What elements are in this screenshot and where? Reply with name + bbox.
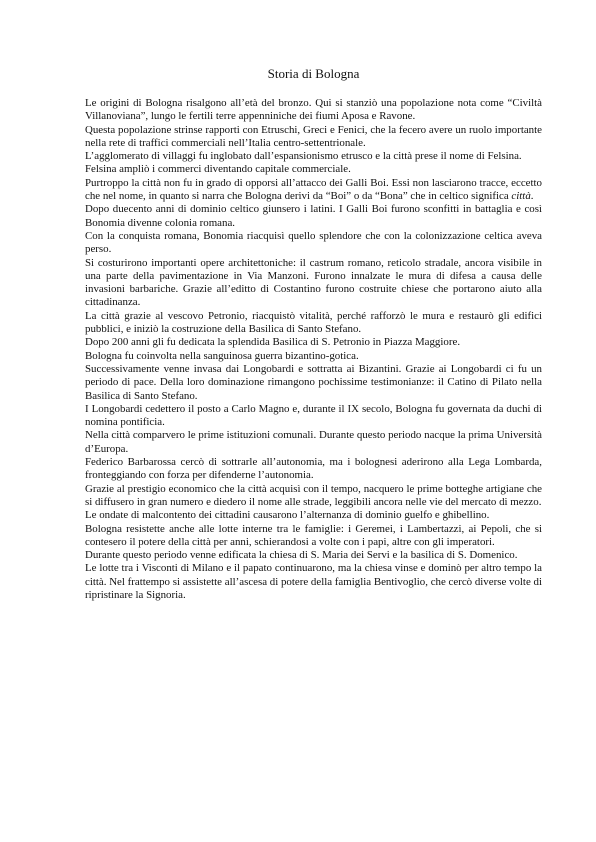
document-page [85,66,542,602]
paragraph [85,163,542,176]
paragraph [85,203,542,230]
paragraph [85,562,542,602]
paragraph-text: Con la conquista romana, Bonomia riacquisì quello splendore che con la colonizzazione celtica aveva perso. [85,229,542,256]
paragraph-text: Bologna resistette anche alle lotte interne tra le famiglie: i Geremei, i Lambertazzi, ai Pepoli, che si contesero il potere della città per anni, schierandosi a volte con i papi, altre con gli imperatori. [85,522,542,548]
paragraph-text: Durante questo periodo venne edificata la chiesa di S. Maria dei Servi e la basilica di S. Domenico. [85,549,518,562]
paragraph-text: Le ondate di malcontento dei cittadini causarono l’alternanza di dominio guelfo e ghibellino. [85,509,490,522]
paragraph [85,350,542,363]
paragraph-text: L’agglomerato di villaggi fu inglobato dall’espansionismo etrusco e la città prese il nome di Felsina. [85,150,522,163]
paragraph-text: Questa popolazione strinse rapporti con Etruschi, Greci e Fenici, che la fecero avere un ruolo importante nella rete di traffici commerciali nell’Italia centro-settentrionale. [85,123,542,149]
paragraph [85,363,542,403]
paragraph [85,124,542,151]
paragraph [85,403,542,430]
paragraph-text: Nella città comparvero le prime istituzioni comunali. Durante questo periodo nacque la prima Università d’Europa. [85,429,542,455]
paragraph-text: Bologna fu coinvolta nella sanguinosa guerra bizantino-gotica. [85,349,359,362]
paragraph [85,509,542,522]
paragraph-text: Dopo 200 anni gli fu dedicata la splendida Basilica di S. Petronio in Piazza Maggiore. [85,336,461,349]
document-title: Storia di Bologna [267,66,360,81]
paragraph-emphasis: città [511,190,531,203]
paragraph-text: Le origini di Bologna risalgono all’età del bronzo. Qui si stanziò una popolazione nota come “Civiltà Villanoviana”, lungo le fertili terre appenniniche dei fiumi Aposa e Ravone. [85,97,542,123]
paragraph [85,257,542,310]
document-body [85,97,542,602]
paragraph [85,456,542,483]
paragraph [85,523,542,550]
paragraph-text: Successivamente venne invasa dai Longobardi e sottratta ai Bizantini. Grazie ai Longobardi ci fu un periodo di pace. Della loro dominazione rimangono pochissime testimonianze: il Catino di Pilato nella Basilica di Santo Stefano. [85,362,542,402]
paragraph [85,429,542,456]
paragraph-text: La città grazie al vescovo Petronio, riacquistò vitalità, perché rafforzò le mura e restaurò gli edifici pubblici, e iniziò la costruzione della Basilica di Santo Stefano. [85,309,542,336]
paragraph [85,177,542,204]
paragraph [85,97,542,124]
paragraph-text: Dopo duecento anni di dominio celtico giunsero i latini. I Galli Boi furono sconfitti in battaglia e così Bonomia divenne colonia romana. [85,203,542,229]
paragraph-text: Federico Barbarossa cercò di sottrarle all’autonomia, ma i bolognesi aderirono alla Lega Lombarda, fronteggiando con forza per difenderne l’autonomia. [85,456,542,482]
paragraph-text: Le lotte tra i Visconti di Milano e il papato continuarono, ma la chiesa vinse e dominò per altro tempo la città. Nel frattempo si assistette all’ascesa di potere della famiglia Bentivoglio, che cercò diverse volte di ripristinare la Signoria. [85,562,542,601]
paragraph [85,483,542,510]
paragraph [85,150,542,163]
paragraph-text: Felsina ampliò i commerci diventando capitale commerciale. [85,163,351,176]
paragraph [85,549,542,562]
paragraph-text: I Longobardi cedettero il posto a Carlo Magno e, durante il IX secolo, Bologna fu governata da duchi di nomina pontificia. [85,402,542,429]
paragraph [85,336,542,349]
paragraph-text: Si costurirono importanti opere architettoniche: il castrum romano, reticolo stradale, ancora visibile in una parte della pavimentazione in Via Manzoni. Furono innalzate le mura di difesa a causa delle invasioni barbariche. Grazie all’editto di Costantino furono costruite chiese che portarono aiuto alla cittadinanza. [85,256,542,309]
paragraph [85,230,542,257]
paragraph-text-end: . [530,190,534,203]
paragraph-text: Purtroppo la città non fu in grado di opporsi all’attacco dei Galli Boi. Essi non lasciarono tracce, eccetto che nel nome, in quanto si narra che Bologna derivi da “Boi” o da “Bona” che in celtico significa [85,176,542,203]
paragraph [85,310,542,337]
paragraph-text: Grazie al prestigio economico che la città acquisì con il tempo, nacquero le prime botteghe artigiane che si diffusero in gran numero e diedero il nome alle strade, leggibili ancora nelle vie del mercato di mezzo. [85,482,542,508]
